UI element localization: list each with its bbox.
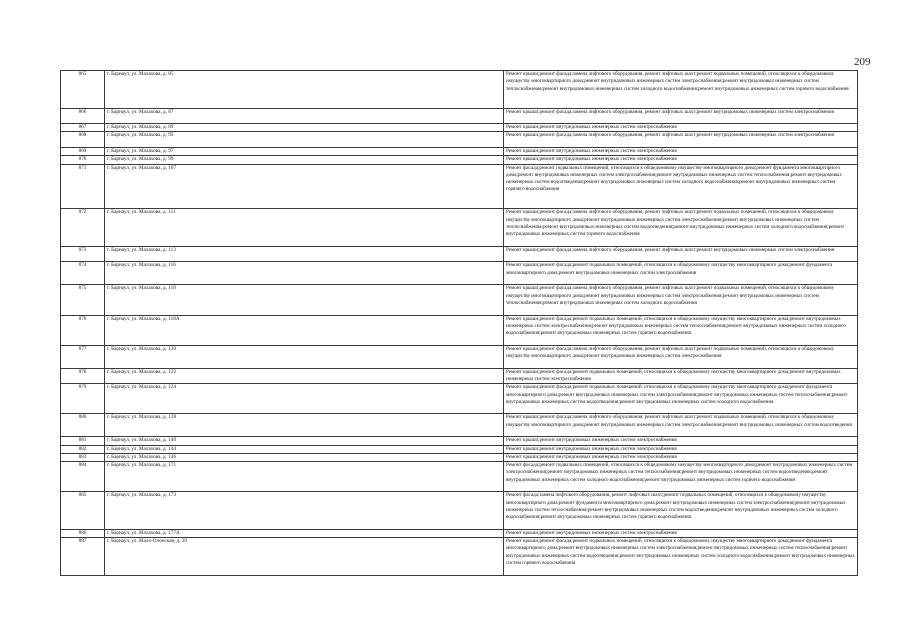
work-types-cell: Ремонт крыши;ремонт фасада;замена лифтового оборудования, ремонт лифтовых шахт;ремонт подвальных помещений, относящихся к общедомовому имуществу многоквартирного дома;ремонт внутридомовых инженерных систем электроснабжения;ремонт внутридомовых инженерных систем теплоснабжения;ремонт внутридомовых инженерных систем холодного водоснабжения	[504, 285, 858, 315]
table-row	[61, 437, 858, 445]
address-cell: г. Барнаул, ул. Малахова, д. 128	[105, 414, 504, 437]
work-types-cell: Ремонт крыши;ремонт фасада;ремонт подвальных помещений, относящихся к общедомовому имуществу многоквартирного дома;ремонт внутридомовых инженерных систем электроснабжения;ремонт внутридомовых инженерных систем теплоснабжения;ремонт внутридомовых инженерных систем холодного водоснабжения;ремонт внутридомовых инженерных систем горячего водоснабжения	[504, 315, 858, 345]
work-types-cell: Ремонт крыши;ремонт фасада;замена лифтового оборудования, ремонт лифтовых шахт;ремонт подвальных помещений, относящихся к общедомовому имуществу многоквартирного дома;ремонт внутридомовых инженерных систем электроснабжения	[504, 345, 858, 368]
row-number-cell: 879	[61, 384, 105, 414]
row-number-cell: 878	[61, 368, 105, 384]
row-number-cell: 882	[61, 445, 105, 453]
address-cell: г. Барнаул, ул. Малахова, д. 124	[105, 384, 504, 414]
work-types-cell: Ремонт крыши;ремонт фасада;ремонт подвальных помещений, относящихся к общедомовому имуществу многоквартирного дома;ремонт фундамента многоквартирного дома;ремонт внутридомовых инженерных систем электроснабжения	[504, 262, 858, 285]
address-cell: г. Барнаул, ул. Малахова, д. 116	[105, 262, 504, 285]
work-types-cell: Ремонт крыши;ремонт фасада;замена лифтового оборудования, ремонт лифтовых шахт;ремонт подвальных помещений, относящихся к общедомовому имуществу многоквартирного дома;ремонт внутридомовых инженерных систем электроснабжения;ремонт внутридомовых инженерных систем теплоснабжения;ремонт внутридомовых инженерных систем водоотведения;ремонт внутридомовых инженерных систем холодного водоснабжения;ремонт внутридомовых инженерных систем горячего водоснабжения	[504, 209, 858, 247]
row-number-cell: 867	[61, 124, 105, 132]
table-row	[61, 262, 858, 285]
table-row	[61, 445, 858, 453]
table-row	[61, 529, 858, 537]
table-row	[61, 124, 858, 132]
work-types-cell: Ремонт фасада;замена лифтового оборудования, ремонт лифтовых шахт;ремонт подвальных помещений, относящихся к общедомовому имуществу многоквартирного дома;ремонт фундамента многоквартирного дома;ремонт внутридомовых инженерных систем электроснабжения;ремонт внутридомовых инженерных систем теплоснабжения;ремонт внутридомовых инженерных систем водоотведения;ремонт внутридомовых инженерных систем холодного водоснабжения;ремонт внутридомовых инженерных систем горячего водоснабжения	[504, 492, 858, 530]
table-row	[61, 132, 858, 148]
address-cell: г. Барнаул, ул. Малахова, д. 97	[105, 147, 504, 155]
address-cell: г. Барнаул, ул. Малахова, д. 99	[105, 156, 504, 164]
table-row	[61, 384, 858, 414]
table-row	[61, 492, 858, 530]
address-cell: г. Барнаул, ул. Малахова, д. 171	[105, 462, 504, 492]
work-types-cell: Ремонт крыши;ремонт внутридомовых инженерных систем электроснабжения	[504, 445, 858, 453]
table-row	[61, 453, 858, 461]
table-row	[61, 71, 858, 109]
work-types-cell: Ремонт крыши;ремонт внутридомовых инженерных систем электроснабжения	[504, 147, 858, 155]
work-types-cell: Ремонт крыши;ремонт внутридомовых инженерных систем электроснабжения	[504, 453, 858, 461]
work-types-cell: Ремонт крыши;ремонт внутридомовых инженерных систем электроснабжения	[504, 437, 858, 445]
row-number-cell: 869	[61, 147, 105, 155]
row-number-cell: 873	[61, 246, 105, 262]
work-types-cell: Ремонт крыши;ремонт внутридомовых инженерных систем электроснабжения	[504, 124, 858, 132]
address-cell: г. Барнаул, ул. Малахова, д. 120	[105, 345, 504, 368]
work-types-cell: Ремонт крыши;ремонт внутридомовых инженерных систем электроснабжения	[504, 156, 858, 164]
work-types-cell: Ремонт крыши;ремонт фасада;замена лифтового оборудования, ремонт лифтовых шахт;ремонт внутридомовых инженерных систем электроснабжения	[504, 246, 858, 262]
work-types-cell: Ремонт крыши;ремонт фасада;замена лифтового оборудования, ремонт лифтовых шахт;ремонт внутридомовых инженерных систем электроснабжения	[504, 132, 858, 148]
work-types-cell: Ремонт крыши;ремонт фасада;ремонт подвальных помещений, относящихся к общедомовому имуществу многоквартирного дома;ремонт фундамента многоквартирного дома;ремонт внутридомовых инженерных систем электроснабжения;ремонт внутридомовых инженерных систем теплоснабжения;ремонт внутридомовых инженерных систем водоотведения;ремонт внутридомовых инженерных систем холодного водоснабжения;ремонт внутридомовых инженерных систем горячего водоснабжения	[504, 538, 858, 576]
work-types-cell: Ремонт фасада;ремонт подвальных помещений, относящихся к общедомовому имуществу многоквартирного дома;ремонт фундамента многоквартирного дома;ремонт внутридомовых инженерных систем электроснабжения;ремонт внутридомовых инженерных систем теплоснабжения;ремонт внутридомовых инженерных систем водоотведения;ремонт внутридомовых инженерных систем холодного водоснабжения;ремонт внутридомовых инженерных систем горячего водоснабжения	[504, 164, 858, 209]
table-row	[61, 164, 858, 209]
table-row	[61, 156, 858, 164]
work-types-cell: Ремонт крыши;ремонт фасада;замена лифтового оборудования, ремонт лифтовых шахт;ремонт внутридомовых инженерных систем электроснабжения	[504, 108, 858, 124]
work-types-cell: Ремонт крыши;ремонт фасада;ремонт подвальных помещений, относящихся к общедомовому имуществу многоквартирного дома;ремонт фундамента многоквартирного дома;ремонт внутридомовых инженерных систем электроснабжения;ремонт внутридомовых инженерных систем теплоснабжения;ремонт внутридомовых инженерных систем водоотведения;ремонт внутридомовых инженерных систем холодного водоснабжения	[504, 384, 858, 414]
table-row	[61, 368, 858, 384]
address-cell: г. Барнаул, ул. Малахова, д. 140	[105, 437, 504, 445]
address-cell: г. Барнаул, ул. Малахова, д. 111	[105, 209, 504, 247]
address-cell: г. Барнаул, ул. Малахова, д. 144	[105, 445, 504, 453]
page-number: 209	[854, 56, 871, 68]
row-number-cell: 868	[61, 132, 105, 148]
address-cell: г. Барнаул, ул. Малахова, д. 173	[105, 492, 504, 530]
address-cell: г. Барнаул, ул. Малахова, д. 87	[105, 108, 504, 124]
table-row	[61, 147, 858, 155]
row-number-cell: 880	[61, 414, 105, 437]
repair-register-table	[60, 70, 858, 576]
work-types-cell: Ремонт крыши;ремонт фасада;ремонт подвальных помещений, относящихся к общедомовому имуществу многоквартирного дома;ремонт внутридомовых инженерных систем электроснабжения	[504, 368, 858, 384]
table-row	[61, 414, 858, 437]
table-row	[61, 345, 858, 368]
address-cell: г. Барнаул, ул. Малахова, д. 146	[105, 453, 504, 461]
table-row	[61, 315, 858, 345]
row-number-cell: 886	[61, 529, 105, 537]
table-row	[61, 108, 858, 124]
row-number-cell: 883	[61, 453, 105, 461]
row-number-cell: 881	[61, 437, 105, 445]
row-number-cell: 885	[61, 492, 105, 530]
work-types-cell: Ремонт крыши;ремонт фасада;замена лифтового оборудования, ремонт лифтовых шахт;ремонт подвальных помещений, относящихся к общедомовому имуществу многоквартирного дома;ремонт внутридомовых инженерных систем электроснабжения;ремонт внутридомовых инженерных систем теплоснабжения;ремонт внутридомовых инженерных систем холодного водоснабжения;ремонт внутридомовых инженерных систем горячего водоснабжения	[504, 71, 858, 109]
table-row	[61, 462, 858, 492]
work-types-cell: Ремонт крыши;ремонт внутридомовых инженерных систем электроснабжения	[504, 529, 858, 537]
table-row	[61, 285, 858, 315]
address-cell: г. Барнаул, ул. Малахова, д. 85	[105, 71, 504, 109]
row-number-cell: 877	[61, 345, 105, 368]
row-number-cell: 870	[61, 156, 105, 164]
row-number-cell: 876	[61, 315, 105, 345]
table-row	[61, 209, 858, 247]
address-cell: г. Барнаул, ул. Мало-Олонская, д. 39	[105, 538, 504, 576]
address-cell: г. Барнаул, ул. Малахова, д. 113	[105, 246, 504, 262]
address-cell: г. Барнаул, ул. Малахова, д. 89	[105, 124, 504, 132]
row-number-cell: 872	[61, 209, 105, 247]
address-cell: г. Барнаул, ул. Малахова, д. 107	[105, 164, 504, 209]
address-cell: г. Барнаул, ул. Малахова, д. 118А	[105, 315, 504, 345]
address-cell: г. Барнаул, ул. Малахова, д. 122	[105, 368, 504, 384]
row-number-cell: 866	[61, 108, 105, 124]
work-types-cell: Ремонт крыши;ремонт фасада;замена лифтового оборудования, ремонт лифтовых шахт;ремонт подвальных помещений, относящихся к общедомовому имуществу многоквартирного дома;ремонт внутридомовых инженерных систем электроснабжения;ремонт внутридомовых инженерных систем водоотведения	[504, 414, 858, 437]
row-number-cell: 884	[61, 462, 105, 492]
row-number-cell: 871	[61, 164, 105, 209]
table-row	[61, 538, 858, 576]
row-number-cell: 874	[61, 262, 105, 285]
address-cell: г. Барнаул, ул. Малахова, д. 118	[105, 285, 504, 315]
address-cell: г. Барнаул, ул. Малахова, д. 177А	[105, 529, 504, 537]
table-row	[61, 246, 858, 262]
row-number-cell: 865	[61, 71, 105, 109]
work-types-cell: Ремонт фасада;ремонт подвальных помещений, относящихся к общедомовому имуществу многоквартирного дома;ремонт внутридомовых инженерных систем электроснабжения;ремонт внутридомовых инженерных систем теплоснабжения;ремонт внутридомовых инженерных систем водоотведения;ремонт внутридомовых инженерных систем холодного водоснабжения;ремонт внутридомовых инженерных систем горячего водоснабжения	[504, 462, 858, 492]
row-number-cell: 875	[61, 285, 105, 315]
address-cell: г. Барнаул, ул. Малахова, д. 95	[105, 132, 504, 148]
row-number-cell: 887	[61, 538, 105, 576]
